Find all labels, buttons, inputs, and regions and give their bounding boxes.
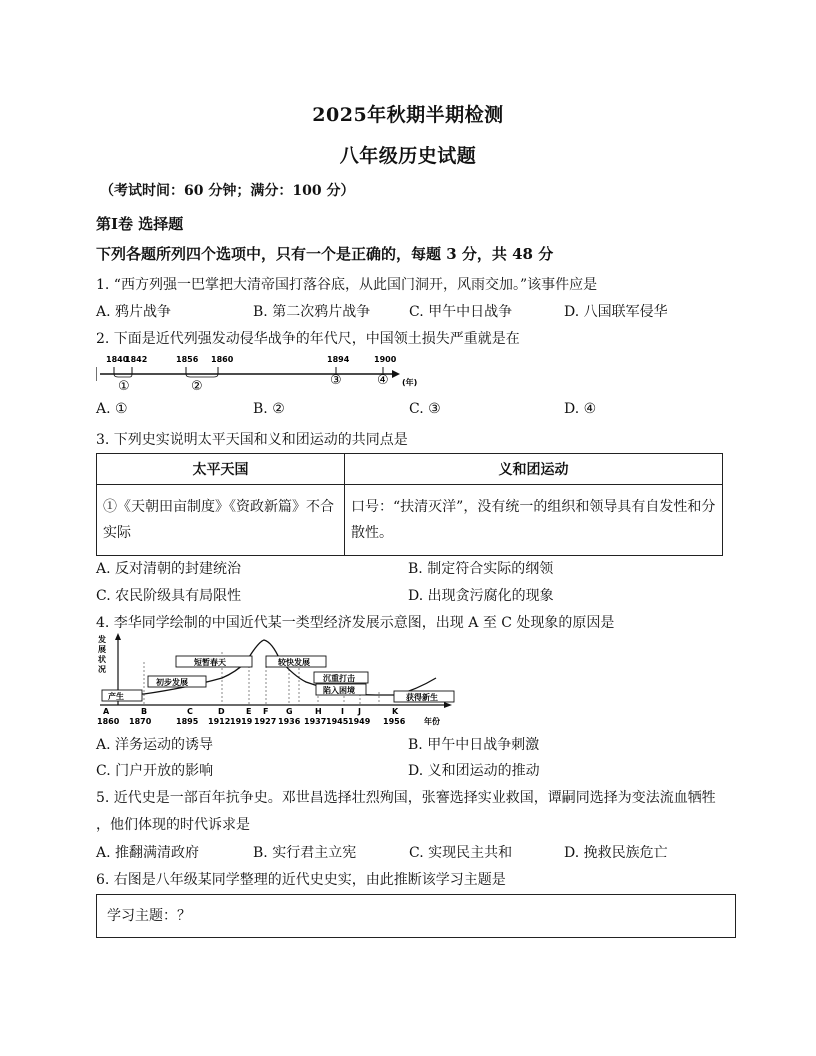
q4-option-b[interactable]: B. 甲午中日战争刺激 — [408, 737, 540, 753]
q1-option-b[interactable]: B. 第二次鸦片战争 — [253, 304, 371, 320]
chart-year-1956: 1956 — [383, 717, 406, 726]
timeline-year-1860: 1860 — [211, 355, 234, 364]
question-2-text: 2. 下面是近代列强发动侵华战争的年代尺，中国领土损失严重就是在 — [96, 331, 520, 347]
chart-letter-e: E — [246, 707, 252, 716]
table-header-boxer: 义和团运动 — [345, 454, 723, 485]
question-1-text: 1. “西方列强一巴掌把大清帝国打落谷底，从此国门洞开，风雨交加。”该事件应是 — [96, 277, 598, 293]
timeline-year-1842: 1842 — [125, 355, 148, 364]
chart-year-1927: 1927 — [254, 717, 277, 726]
chart-ylabel-1: 发 — [98, 635, 106, 644]
q1-option-d[interactable]: D. 八国联军侵华 — [564, 304, 668, 320]
timeline-year-1894: 1894 — [327, 355, 350, 364]
chart-letter-f: F — [263, 707, 269, 716]
table-header-taiping: 太平天国 — [97, 454, 345, 485]
chart-box-spring: 短暂春天 — [194, 658, 226, 667]
chart-year-1895: 1895 — [176, 717, 199, 726]
q4-option-a[interactable]: A. 洋务运动的诱导 — [96, 737, 214, 753]
chart-year-1912: 1912 — [208, 717, 231, 726]
chart-letter-g: G — [286, 707, 293, 716]
q1-option-c[interactable]: C. 甲午中日战争 — [409, 304, 513, 320]
table-cell-boxer: 口号：“扶清灭洋”，没有统一的组织和领导具有自发性和分散性。 — [345, 485, 723, 556]
chart-box-rebirth: 获得新生 — [406, 693, 438, 702]
chart-year-1919: 1919 — [230, 717, 253, 726]
chart-box-blow: 沉重打击 — [323, 674, 355, 683]
question-5-text-line2: ，他们体现的时代诉求是 — [96, 817, 250, 833]
q1-option-a[interactable]: A. 鸦片战争 — [96, 304, 172, 320]
q2-option-d[interactable]: D. ④ — [564, 401, 597, 417]
exam-title: 2025年秋期半期检测 — [312, 104, 504, 126]
q4-option-d[interactable]: D. 义和团运动的推动 — [408, 763, 540, 779]
chart-letter-j: J — [358, 707, 361, 716]
chart-letter-h: H — [315, 707, 322, 716]
section-instruction: 下列各题所列四个选项中，只有一个是正确的，每题 3 分，共 48 分 — [96, 245, 554, 263]
chart-year-1945: 1945 — [326, 717, 349, 726]
q4-economy-chart — [96, 632, 466, 727]
chart-letter-b: B — [141, 707, 148, 716]
timeline-year-1900: 1900 — [374, 355, 397, 364]
chart-year-1936: 1936 — [278, 717, 301, 726]
q2-option-b[interactable]: B. ② — [253, 401, 285, 417]
chart-box-produce: 产生 — [108, 692, 124, 701]
section-name: 第Ⅰ卷 选择题 — [96, 215, 184, 233]
question-6-text: 6. 右图是八年级某同学整理的近代史史实，由此推断该学习主题是 — [96, 872, 506, 888]
chart-year-1949: 1949 — [348, 717, 371, 726]
chart-year-1870: 1870 — [129, 717, 152, 726]
q5-option-b[interactable]: B. 实行君主立宪 — [253, 845, 357, 861]
q3-option-a[interactable]: A. 反对清朝的封建统治 — [96, 561, 242, 577]
chart-box-initial: 初步发展 — [156, 678, 188, 687]
exam-subtitle: 八年级历史试题 — [339, 145, 477, 167]
q3-option-d[interactable]: D. 出现贪污腐化的现象 — [408, 588, 554, 604]
chart-letter-a: A — [103, 707, 110, 716]
chart-year-1860: 1860 — [97, 717, 120, 726]
q5-option-d[interactable]: D. 挽救民族危亡 — [564, 845, 668, 861]
exam-info: （考试时间：60 分钟；满分：100 分） — [100, 183, 355, 199]
q5-option-c[interactable]: C. 实现民主共和 — [409, 845, 513, 861]
q2-option-a[interactable]: A. ① — [96, 401, 128, 417]
timeline-mark-4: ④ — [377, 373, 389, 388]
q3-option-b[interactable]: B. 制定符合实际的纲领 — [408, 561, 554, 577]
q3-comparison-table — [96, 453, 723, 556]
q5-option-a[interactable]: A. 推翻满清政府 — [96, 845, 200, 861]
q2-timeline — [96, 350, 436, 394]
chart-ylabel-3: 状 — [98, 655, 106, 664]
timeline-mark-1: ① — [118, 379, 130, 394]
timeline-mark-2: ② — [191, 379, 203, 394]
question-5-text-line1: 5. 近代史是一部百年抗争史。邓世昌选择壮烈殉国，张謇选择实业救国，谭嗣同选择为变法流血牺牲 — [96, 790, 716, 806]
q6-topic-box — [96, 894, 736, 938]
q3-option-c[interactable]: C. 农民阶级具有局限性 — [96, 588, 242, 604]
chart-x-unit: 年份 — [424, 717, 440, 726]
timeline-mark-3: ③ — [330, 373, 342, 388]
question-4-text: 4. 李华同学绘制的中国近代某一类型经济发展示意图，出现 A 至 C 处现象的原因是 — [96, 615, 615, 631]
chart-letter-k: K — [392, 707, 399, 716]
chart-letter-i: I — [341, 707, 344, 716]
table-cell-taiping: ①《天朝田亩制度》《资政新篇》不合实际 — [97, 485, 345, 556]
timeline-year-1856: 1856 — [176, 355, 199, 364]
q6-topic-label: 学习主题：？ — [107, 908, 191, 924]
chart-box-fast: 较快发展 — [278, 658, 310, 667]
timeline-unit: (年) — [402, 378, 418, 387]
chart-letter-d: D — [218, 707, 225, 716]
chart-box-trouble: 陷入困境 — [323, 686, 355, 695]
chart-year-1937: 1937 — [304, 717, 327, 726]
timeline-year-1840: 1840 — [106, 355, 129, 364]
q4-option-c[interactable]: C. 门户开放的影响 — [96, 763, 214, 779]
chart-letter-c: C — [187, 707, 193, 716]
chart-ylabel-4: 况 — [98, 665, 106, 674]
q2-option-c[interactable]: C. ③ — [409, 401, 441, 417]
question-3-text: 3. 下列史实说明太平天国和义和团运动的共同点是 — [96, 432, 408, 448]
chart-ylabel-2: 展 — [98, 645, 106, 654]
